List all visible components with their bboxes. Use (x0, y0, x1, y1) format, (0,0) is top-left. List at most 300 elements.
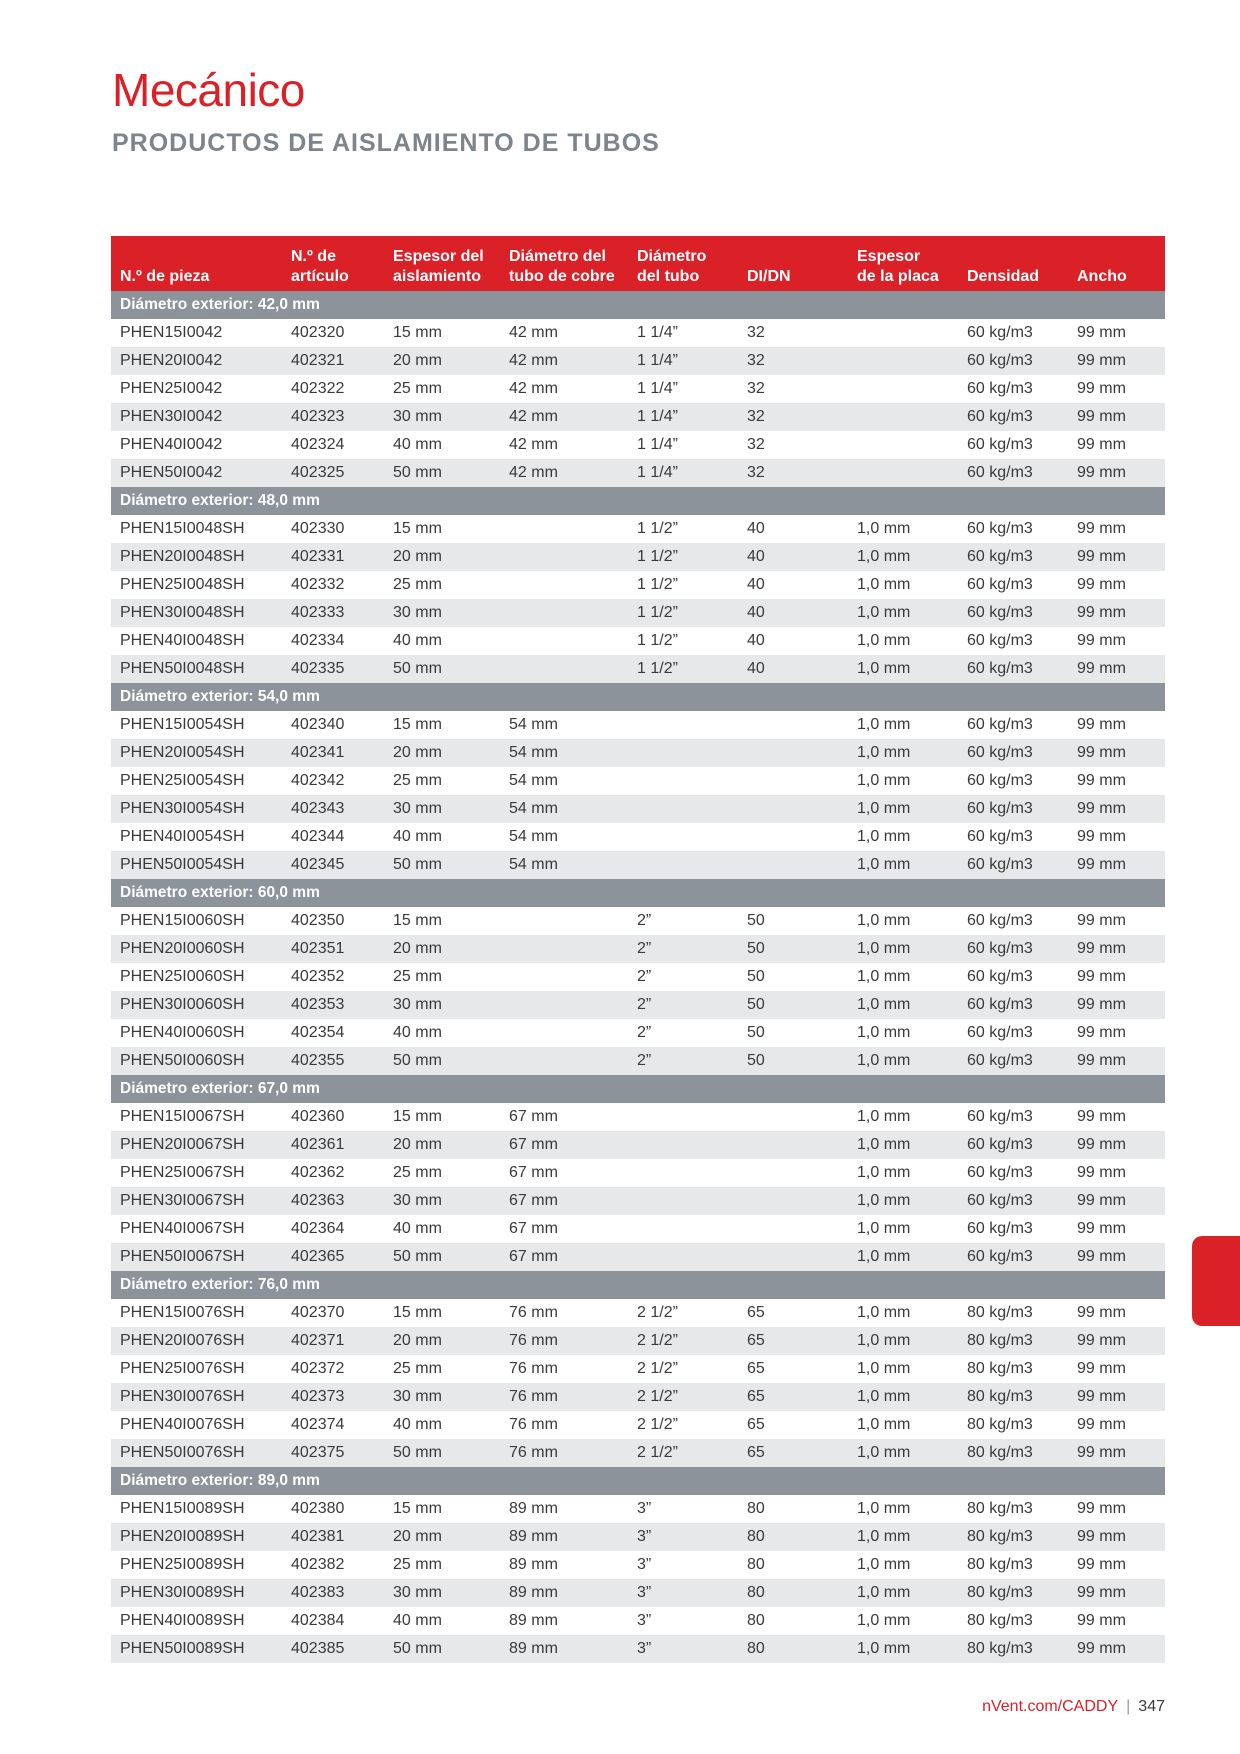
table-cell (500, 543, 628, 571)
section-tab (1192, 1236, 1240, 1326)
table-row (111, 347, 1165, 375)
table-row (111, 963, 1165, 991)
group-header-row (111, 1271, 1165, 1299)
table-cell (848, 319, 958, 347)
table-cell: 99 mm (1077, 744, 1126, 761)
table-row (111, 795, 1165, 823)
table-cell: 40 (747, 548, 765, 565)
table-cell: 80 kg/m3 (967, 1416, 1033, 1433)
table-cell: PHEN30I0089SH (120, 1584, 245, 1601)
table-cell: 402342 (291, 772, 345, 789)
table-cell (738, 1131, 848, 1159)
group-header-row (111, 487, 1165, 515)
table-cell: 402365 (291, 1248, 345, 1265)
table-cell: 54 mm (509, 744, 558, 761)
table-cell: 20 mm (393, 352, 442, 369)
table-cell: 42 mm (509, 324, 558, 341)
table-cell: 89 mm (509, 1556, 558, 1573)
table-cell: 1,0 mm (857, 1108, 911, 1125)
table-cell: 1,0 mm (857, 1220, 911, 1237)
table-cell: 99 mm (1077, 940, 1126, 957)
footer-url[interactable]: nVent.com/CADDY (982, 1698, 1119, 1715)
table-cell: 60 kg/m3 (967, 520, 1033, 537)
table-cell: PHEN15I0089SH (120, 1500, 245, 1517)
group-header-row (111, 683, 1165, 711)
table-cell: 402335 (291, 660, 345, 677)
group-header-row (111, 1467, 1165, 1495)
table-cell: 2 1/2” (637, 1360, 678, 1377)
table-cell: 60 kg/m3 (967, 632, 1033, 649)
table-row (111, 1355, 1165, 1383)
table-cell: 60 kg/m3 (967, 352, 1033, 369)
column-header-line: de la placa (857, 268, 939, 285)
table-cell: 402323 (291, 408, 345, 425)
table-cell: 67 mm (509, 1136, 558, 1153)
table-row (111, 403, 1165, 431)
table-cell: 60 kg/m3 (967, 940, 1033, 957)
table-cell: 25 mm (393, 380, 442, 397)
table-row (111, 1579, 1165, 1607)
page-number: 347 (1138, 1698, 1165, 1715)
table-cell: 402355 (291, 1052, 345, 1069)
table-cell: 40 mm (393, 632, 442, 649)
table-cell: PHEN50I0048SH (120, 660, 245, 677)
table-cell: 60 kg/m3 (967, 800, 1033, 817)
table-cell: 54 mm (509, 716, 558, 733)
table-cell: 1,0 mm (857, 968, 911, 985)
table-row (111, 1215, 1165, 1243)
table-row (111, 1383, 1165, 1411)
table-cell: 30 mm (393, 1584, 442, 1601)
table-cell: 1,0 mm (857, 604, 911, 621)
table-cell: 67 mm (509, 1164, 558, 1181)
table-cell: 3” (637, 1640, 652, 1657)
table-cell: PHEN30I0042 (120, 408, 223, 425)
table-cell (500, 1047, 628, 1075)
table-cell (500, 655, 628, 683)
table-cell (628, 851, 738, 879)
table-cell: 99 mm (1077, 1108, 1126, 1125)
table-row (111, 991, 1165, 1019)
table-cell (628, 1159, 738, 1187)
table-cell: 3” (637, 1528, 652, 1545)
table-cell: 1,0 mm (857, 632, 911, 649)
table-cell: 99 mm (1077, 912, 1126, 929)
table-cell (500, 907, 628, 935)
table-cell: 1,0 mm (857, 1192, 911, 1209)
table-cell: 60 kg/m3 (967, 1052, 1033, 1069)
table-cell: PHEN15I0067SH (120, 1108, 245, 1125)
table-cell: 99 mm (1077, 1304, 1126, 1321)
table-cell: 25 mm (393, 968, 442, 985)
table-cell: 99 mm (1077, 1584, 1126, 1601)
table-cell: 402351 (291, 940, 345, 957)
table-cell: 60 kg/m3 (967, 548, 1033, 565)
table-row (111, 823, 1165, 851)
table-cell (500, 1019, 628, 1047)
table-cell: PHEN40I0076SH (120, 1416, 245, 1433)
table-cell: 1 1/2” (637, 660, 678, 677)
table-cell (628, 1187, 738, 1215)
table-cell: 15 mm (393, 912, 442, 929)
table-cell: 65 (747, 1304, 765, 1321)
table-cell: 40 mm (393, 1220, 442, 1237)
table-cell: 99 mm (1077, 1024, 1126, 1041)
column-header-line: Espesor (857, 248, 921, 265)
table-cell: 1 1/4” (637, 436, 678, 453)
table-cell: 42 mm (509, 464, 558, 481)
table-cell: 50 (747, 940, 765, 957)
table-cell: 3” (637, 1500, 652, 1517)
column-header (282, 236, 384, 291)
table-cell: 50 (747, 912, 765, 929)
table-cell: 80 kg/m3 (967, 1584, 1033, 1601)
table-cell: 54 mm (509, 772, 558, 789)
table-cell (628, 739, 738, 767)
table-cell: PHEN25I0076SH (120, 1360, 245, 1377)
table-cell: 80 kg/m3 (967, 1304, 1033, 1321)
table-cell: 32 (747, 324, 765, 341)
table-cell: 50 (747, 1052, 765, 1069)
table-cell: 99 mm (1077, 1444, 1126, 1461)
table-cell: 99 mm (1077, 632, 1126, 649)
table-cell: 80 (747, 1556, 765, 1573)
column-header (848, 236, 958, 291)
table-cell: 15 mm (393, 324, 442, 341)
table-cell: 402375 (291, 1444, 345, 1461)
group-header-row (111, 1075, 1165, 1103)
table-row (111, 935, 1165, 963)
column-header-line: DI/DN (747, 268, 791, 285)
table-cell (738, 823, 848, 851)
table-cell: 2 1/2” (637, 1388, 678, 1405)
table-cell: 2” (637, 968, 652, 985)
table-row (111, 739, 1165, 767)
table-cell: 60 kg/m3 (967, 576, 1033, 593)
table-cell: PHEN30I0048SH (120, 604, 245, 621)
table-cell: 80 kg/m3 (967, 1332, 1033, 1349)
table-cell: 1,0 mm (857, 1416, 911, 1433)
table-cell: 402381 (291, 1528, 345, 1545)
table-cell: 65 (747, 1444, 765, 1461)
table-cell: 50 mm (393, 856, 442, 873)
page-title: Mecánico (112, 64, 305, 116)
table-cell: 32 (747, 380, 765, 397)
table-cell: 402345 (291, 856, 345, 873)
table-cell: 80 kg/m3 (967, 1640, 1033, 1657)
table-cell: PHEN25I0089SH (120, 1556, 245, 1573)
table-cell: 1,0 mm (857, 1444, 911, 1461)
table-row (111, 1523, 1165, 1551)
table-cell: 50 mm (393, 1444, 442, 1461)
table-cell: 402325 (291, 464, 345, 481)
table-cell: 40 mm (393, 1416, 442, 1433)
table-cell: 99 mm (1077, 1136, 1126, 1153)
column-header-line: aislamiento (393, 268, 482, 285)
table-row (111, 1411, 1165, 1439)
group-label: Diámetro exterior: 54,0 mm (120, 688, 320, 705)
table-cell: 99 mm (1077, 660, 1126, 677)
table-cell: 40 mm (393, 828, 442, 845)
table-cell (738, 711, 848, 739)
table-cell: 402324 (291, 436, 345, 453)
table-cell: 60 kg/m3 (967, 1108, 1033, 1125)
table-body (111, 291, 1165, 1663)
table-cell: 402320 (291, 324, 345, 341)
table-cell: 20 mm (393, 1528, 442, 1545)
table-cell: 99 mm (1077, 548, 1126, 565)
table-cell: PHEN40I0089SH (120, 1612, 245, 1629)
table-cell: 32 (747, 352, 765, 369)
table-cell: 76 mm (509, 1332, 558, 1349)
table-cell: 40 (747, 632, 765, 649)
table-cell: 402385 (291, 1640, 345, 1657)
table-cell: PHEN50I0054SH (120, 856, 245, 873)
table-cell: 402331 (291, 548, 345, 565)
table-cell: 60 kg/m3 (967, 1164, 1033, 1181)
table-cell: PHEN15I0048SH (120, 520, 245, 537)
table-cell: 99 mm (1077, 604, 1126, 621)
table-cell: 99 mm (1077, 1612, 1126, 1629)
table-cell: 1,0 mm (857, 548, 911, 565)
table-cell: 67 mm (509, 1248, 558, 1265)
table-cell: PHEN15I0076SH (120, 1304, 245, 1321)
footer (982, 1698, 1165, 1716)
table-cell: 99 mm (1077, 352, 1126, 369)
table-cell: 402332 (291, 576, 345, 593)
table-cell: 99 mm (1077, 324, 1126, 341)
table-cell: 2” (637, 1052, 652, 1069)
table-cell: 1,0 mm (857, 1612, 911, 1629)
table-cell (628, 1131, 738, 1159)
products-table (111, 236, 1165, 1663)
table-cell: 99 mm (1077, 828, 1126, 845)
table-row (111, 627, 1165, 655)
table-cell: 1 1/4” (637, 380, 678, 397)
table-cell: 1,0 mm (857, 1136, 911, 1153)
table-row (111, 655, 1165, 683)
table-cell: 1 1/4” (637, 464, 678, 481)
table-cell: 20 mm (393, 744, 442, 761)
table-cell: 60 kg/m3 (967, 408, 1033, 425)
table-cell: 67 mm (509, 1220, 558, 1237)
page-subtitle: PRODUCTOS DE AISLAMIENTO DE TUBOS (112, 129, 660, 157)
table-cell: 99 mm (1077, 408, 1126, 425)
table-cell: PHEN50I0089SH (120, 1640, 245, 1657)
table-cell: 80 kg/m3 (967, 1500, 1033, 1517)
table-cell: 40 (747, 576, 765, 593)
table-cell: PHEN15I0042 (120, 324, 223, 341)
table-row (111, 1635, 1165, 1663)
table-cell (738, 767, 848, 795)
table-cell (738, 1215, 848, 1243)
group-label: Diámetro exterior: 60,0 mm (120, 884, 320, 901)
table-cell (738, 1187, 848, 1215)
table-cell: 99 mm (1077, 1360, 1126, 1377)
table-cell: 32 (747, 436, 765, 453)
table-cell: 76 mm (509, 1304, 558, 1321)
table-cell: 60 kg/m3 (967, 1136, 1033, 1153)
table-header (111, 236, 1165, 291)
column-header-line: tubo de cobre (509, 268, 615, 285)
table-row (111, 1439, 1165, 1467)
table-cell: 1,0 mm (857, 1164, 911, 1181)
table-cell: PHEN40I0042 (120, 436, 223, 453)
group-label: Diámetro exterior: 67,0 mm (120, 1080, 320, 1097)
table-cell: 60 kg/m3 (967, 464, 1033, 481)
table-cell: 1 1/2” (637, 520, 678, 537)
table-cell: 99 mm (1077, 1528, 1126, 1545)
table-cell (848, 459, 958, 487)
table-cell: 25 mm (393, 772, 442, 789)
table-cell: 67 mm (509, 1192, 558, 1209)
table-cell: 1 1/4” (637, 352, 678, 369)
table-cell: 3” (637, 1584, 652, 1601)
table-cell (738, 851, 848, 879)
table-cell (500, 515, 628, 543)
table-cell: PHEN15I0054SH (120, 716, 245, 733)
table-cell: 42 mm (509, 408, 558, 425)
table-cell: 89 mm (509, 1500, 558, 1517)
column-header (1068, 236, 1165, 291)
group-label: Diámetro exterior: 89,0 mm (120, 1472, 320, 1489)
table-cell: PHEN15I0060SH (120, 912, 245, 929)
table-cell: 402340 (291, 716, 345, 733)
table-cell: 2” (637, 940, 652, 957)
table-cell: 1,0 mm (857, 1360, 911, 1377)
column-header (111, 236, 282, 291)
table-cell: 99 mm (1077, 716, 1126, 733)
table-cell (628, 823, 738, 851)
table-cell (628, 795, 738, 823)
table-cell: 1,0 mm (857, 1248, 911, 1265)
table-cell: 99 mm (1077, 520, 1126, 537)
table-cell: 3” (637, 1556, 652, 1573)
table-row (111, 907, 1165, 935)
table-cell: 30 mm (393, 1192, 442, 1209)
table-cell: PHEN20I0042 (120, 352, 223, 369)
table-cell: PHEN30I0076SH (120, 1388, 245, 1405)
table-cell: 402343 (291, 800, 345, 817)
table-cell: 402383 (291, 1584, 345, 1601)
table-cell: 402363 (291, 1192, 345, 1209)
table-cell: 89 mm (509, 1584, 558, 1601)
table-cell: PHEN20I0076SH (120, 1332, 245, 1349)
table-cell: 30 mm (393, 996, 442, 1013)
table-cell: 60 kg/m3 (967, 604, 1033, 621)
column-header-line: artículo (291, 268, 349, 285)
table-row (111, 459, 1165, 487)
table-cell: 1,0 mm (857, 800, 911, 817)
column-header-line: N.º de (291, 248, 336, 265)
table-cell: 80 (747, 1584, 765, 1601)
table-cell: 15 mm (393, 520, 442, 537)
table-cell: PHEN30I0054SH (120, 800, 245, 817)
table-cell: 60 kg/m3 (967, 324, 1033, 341)
footer-separator: | (1126, 1698, 1131, 1715)
table-cell: 60 kg/m3 (967, 716, 1033, 733)
table-cell (500, 571, 628, 599)
table-cell: 25 mm (393, 1360, 442, 1377)
table-row (111, 1159, 1165, 1187)
table-cell: 50 (747, 1024, 765, 1041)
table-cell (848, 375, 958, 403)
table-cell: PHEN30I0067SH (120, 1192, 245, 1209)
table-cell: 1,0 mm (857, 996, 911, 1013)
column-header (500, 236, 628, 291)
table-cell (738, 1159, 848, 1187)
table-cell: PHEN25I0067SH (120, 1164, 245, 1181)
table-cell: PHEN50I0067SH (120, 1248, 245, 1265)
table-cell: 30 mm (393, 1388, 442, 1405)
column-header-line: Densidad (967, 268, 1040, 285)
table-cell: 54 mm (509, 828, 558, 845)
table-cell: 99 mm (1077, 1220, 1126, 1237)
table-cell: 60 kg/m3 (967, 436, 1033, 453)
table-row (111, 319, 1165, 347)
table-cell: 99 mm (1077, 996, 1126, 1013)
table-cell: 1 1/4” (637, 408, 678, 425)
table-cell: 65 (747, 1388, 765, 1405)
table-cell: 25 mm (393, 576, 442, 593)
table-cell: 1 1/2” (637, 548, 678, 565)
table-cell: 67 mm (509, 1108, 558, 1125)
table-cell: 402334 (291, 632, 345, 649)
table-cell: 50 mm (393, 660, 442, 677)
table-cell: PHEN30I0060SH (120, 996, 245, 1013)
table-cell: 1 1/2” (637, 604, 678, 621)
table-cell: 76 mm (509, 1416, 558, 1433)
table-cell: 99 mm (1077, 772, 1126, 789)
table-cell: 402341 (291, 744, 345, 761)
table-cell: 402322 (291, 380, 345, 397)
table-cell: PHEN20I0067SH (120, 1136, 245, 1153)
table-row (111, 1551, 1165, 1579)
table-cell: 99 mm (1077, 1388, 1126, 1405)
table-cell: 60 kg/m3 (967, 380, 1033, 397)
table-cell: PHEN40I0060SH (120, 1024, 245, 1041)
group-header-row (111, 291, 1165, 319)
table-cell: 402333 (291, 604, 345, 621)
column-header (628, 236, 738, 291)
table-cell: 60 kg/m3 (967, 1024, 1033, 1041)
table-cell: 402382 (291, 1556, 345, 1573)
table-cell: 50 mm (393, 1248, 442, 1265)
table-cell: 402354 (291, 1024, 345, 1041)
table-cell: PHEN20I0048SH (120, 548, 245, 565)
table-cell: 99 mm (1077, 856, 1126, 873)
table-cell: 80 kg/m3 (967, 1612, 1033, 1629)
table-cell: 99 mm (1077, 1500, 1126, 1517)
table-cell: 50 (747, 996, 765, 1013)
table-cell: 89 mm (509, 1612, 558, 1629)
table-cell: 3” (637, 1612, 652, 1629)
table-cell: 402384 (291, 1612, 345, 1629)
table-cell (500, 963, 628, 991)
table-cell: PHEN50I0060SH (120, 1052, 245, 1069)
table-cell: 30 mm (393, 800, 442, 817)
table-cell (500, 991, 628, 1019)
table-cell: 42 mm (509, 352, 558, 369)
table-cell: PHEN40I0048SH (120, 632, 245, 649)
table-cell: 402353 (291, 996, 345, 1013)
table-cell: 60 kg/m3 (967, 828, 1033, 845)
table-cell: 1 1/4” (637, 324, 678, 341)
table-cell: 402321 (291, 352, 345, 369)
table-row (111, 599, 1165, 627)
table-cell: 1,0 mm (857, 1304, 911, 1321)
table-cell: 1,0 mm (857, 520, 911, 537)
